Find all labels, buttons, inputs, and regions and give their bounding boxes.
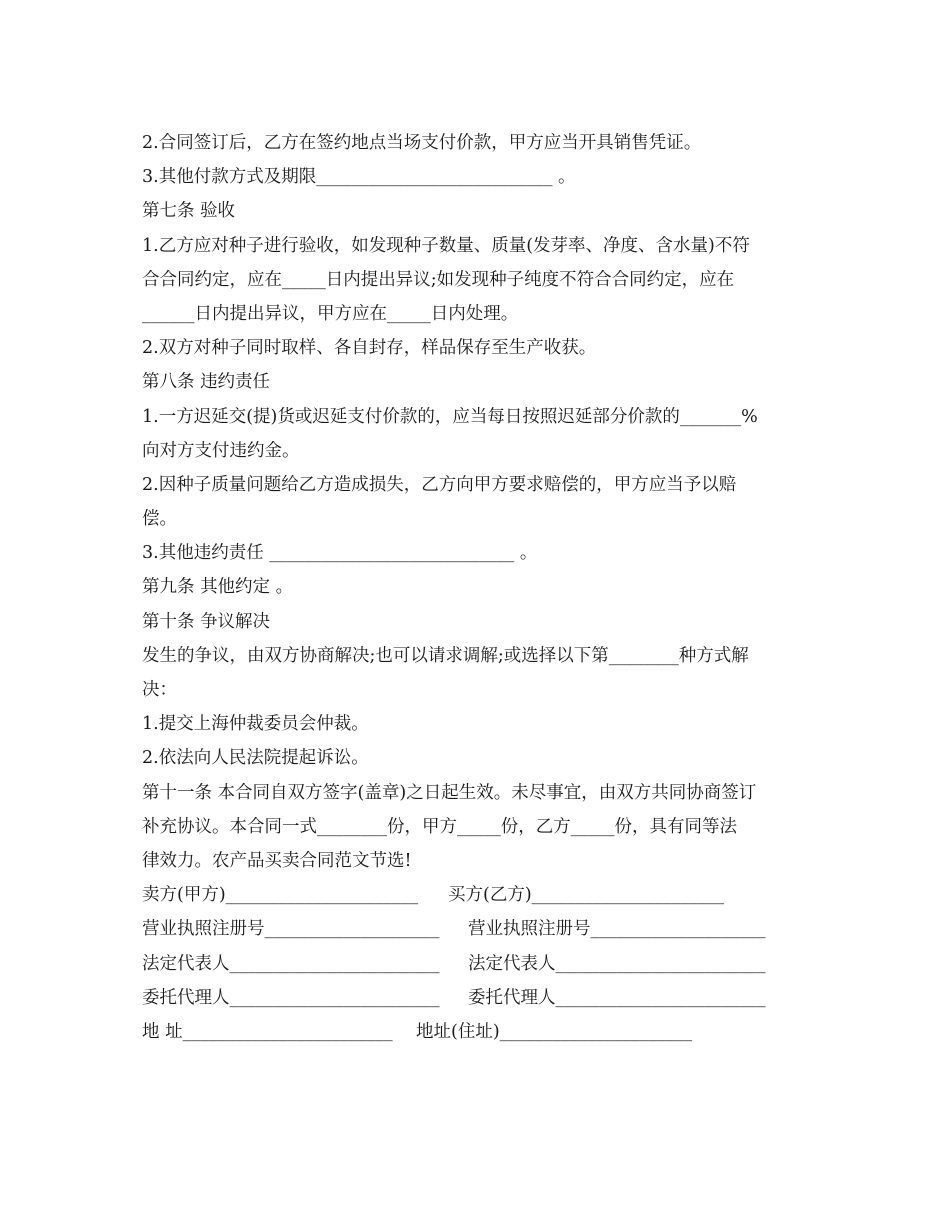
section-heading: 第十条 争议解决 <box>142 611 271 632</box>
seller-license-field: 营业执照注册号____________________ <box>142 919 440 940</box>
text-line: 2.依法向人民法院提起诉讼。 <box>142 748 369 769</box>
text-line: 决： <box>142 680 177 700</box>
buyer-representative-field: 法定代表人________________________ <box>468 953 766 974</box>
buyer-party-field: 买方(乙方)______________________ <box>448 885 725 906</box>
text-line: 律效力。农产品买卖合同范文节选! <box>142 850 412 871</box>
signature-row-party <box>142 878 810 912</box>
section-heading: 第八条 违约责任 <box>142 372 271 393</box>
signature-row-representative <box>142 947 810 981</box>
buyer-agent-field: 委托代理人________________________ <box>468 987 766 1008</box>
text-line: 合合同约定，应在_____日内提出异议;如发现种子纯度不符合合同约定，应在 <box>142 269 735 290</box>
text-line: 2.因种子质量问题给乙方造成损失，乙方向甲方要求赔偿的，甲方应当予以赔 <box>142 474 737 495</box>
buyer-address-field: 地址(住址)______________________ <box>416 1021 693 1042</box>
signature-row-license <box>142 912 810 946</box>
text-line: 2.合同签订后，乙方在签约地点当场支付价款，甲方应当开具销售凭证。 <box>142 133 702 153</box>
text-line: 发生的争议，由双方协商解决;也可以请求调解;或选择以下第________种方式解 <box>142 645 749 666</box>
seller-address-field: 地 址________________________ <box>142 1021 393 1042</box>
text-line: 2.双方对种子同时取样、各自封存，样品保存至生产收获。 <box>142 338 597 359</box>
text-line: 向对方支付违约金。 <box>142 440 300 461</box>
text-line: 3.其他付款方式及期限___________________________ 。 <box>142 167 576 188</box>
signature-row-agent <box>142 981 810 1015</box>
seller-representative-field: 法定代表人________________________ <box>142 953 440 974</box>
signature-row-address <box>142 1015 810 1049</box>
text-line: 补充协议。本合同一式________份，甲方_____份，乙方_____份，具有同等法 <box>142 816 737 837</box>
text-line: ______日内提出异议，甲方应在_____日内处理。 <box>142 303 519 324</box>
text-line: 偿。 <box>142 509 177 530</box>
text-line: 1.提交上海仲裁委员会仲裁。 <box>142 714 369 735</box>
buyer-license-field: 营业执照注册号____________________ <box>468 919 766 940</box>
text-line: 1.乙方应对种子进行验收，如发现种子数量、质量(发芽率、净度、含水量)不符 <box>142 235 750 256</box>
seller-agent-field: 委托代理人________________________ <box>142 987 440 1008</box>
signature-block <box>142 878 810 1049</box>
section-heading: 第七条 验收 <box>142 201 236 222</box>
document-page <box>142 126 810 1049</box>
seller-party-field: 卖方(甲方)______________________ <box>142 885 419 906</box>
text-line: 第十一条 本合同自双方签字(盖章)之日起生效。未尽事宜，由双方共同协商签订 <box>142 782 757 803</box>
section-heading: 第九条 其他约定 。 <box>142 577 294 598</box>
text-line: 1.一方迟延交(提)货或迟延支付价款的，应当每日按照迟延部分价款的_______% <box>142 406 758 427</box>
text-line: 3.其他违约责任 ____________________________ 。 <box>142 543 538 564</box>
